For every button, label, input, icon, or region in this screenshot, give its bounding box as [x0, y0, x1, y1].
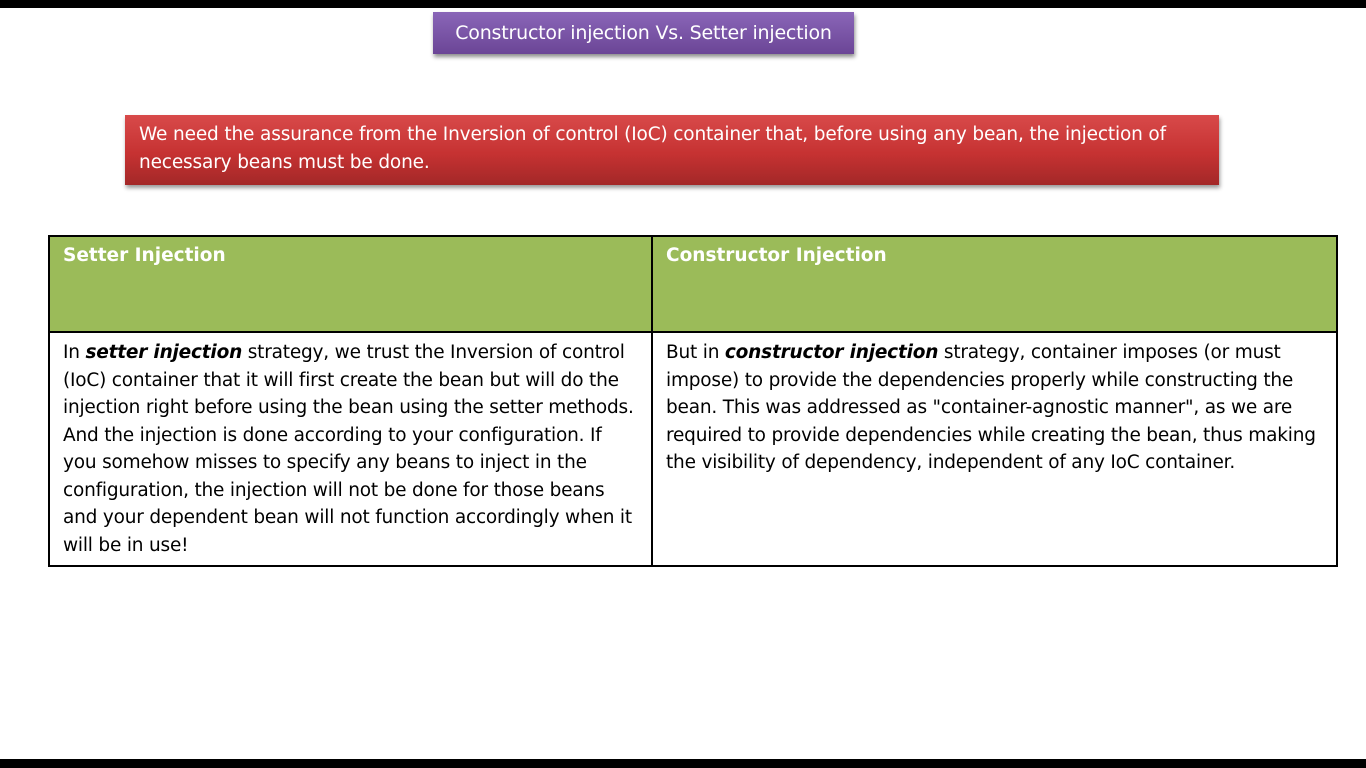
constructor-injection-description	[652, 332, 1337, 566]
header-constructor-injection: Constructor Injection	[652, 236, 1337, 332]
constructor-keyword: constructor injection	[724, 342, 939, 363]
constructor-text-before: But in	[666, 342, 725, 363]
banner-text: We need the assurance from the Inversion of control (IoC) container that, before using any bean, the injection of necessary beans must be done.	[139, 124, 1166, 173]
table-header-row	[49, 236, 1337, 332]
setter-keyword: setter injection	[85, 342, 243, 363]
slide-title-text: Constructor injection Vs. Setter injection	[455, 22, 832, 44]
comparison-table	[48, 235, 1338, 567]
slide	[0, 8, 1366, 759]
requirement-banner	[125, 115, 1219, 185]
setter-injection-description	[49, 332, 652, 566]
header-setter-injection: Setter Injection	[49, 236, 652, 332]
setter-text-before: In	[63, 342, 86, 363]
table-row	[49, 332, 1337, 566]
slide-title	[433, 12, 854, 54]
setter-text-after: strategy, we trust the Inversion of control (IoC) container that it will first create the bean but will do the injection right before using the bean using the setter methods. And the injection is done according to your configuration. If you somehow misses to specify any beans to inject in the configuration, the injection will not be done for those beans and your dependent bean will not function accordingly when it will be in use!	[63, 342, 634, 556]
constructor-text-after: strategy, container imposes (or must impose) to provide the dependencies properly while constructing the bean. This was addressed as "container-agnostic manner", as we are required to provide dependencies while creating the bean, thus making the visibility of dependency, independent of any IoC container.	[666, 342, 1316, 473]
